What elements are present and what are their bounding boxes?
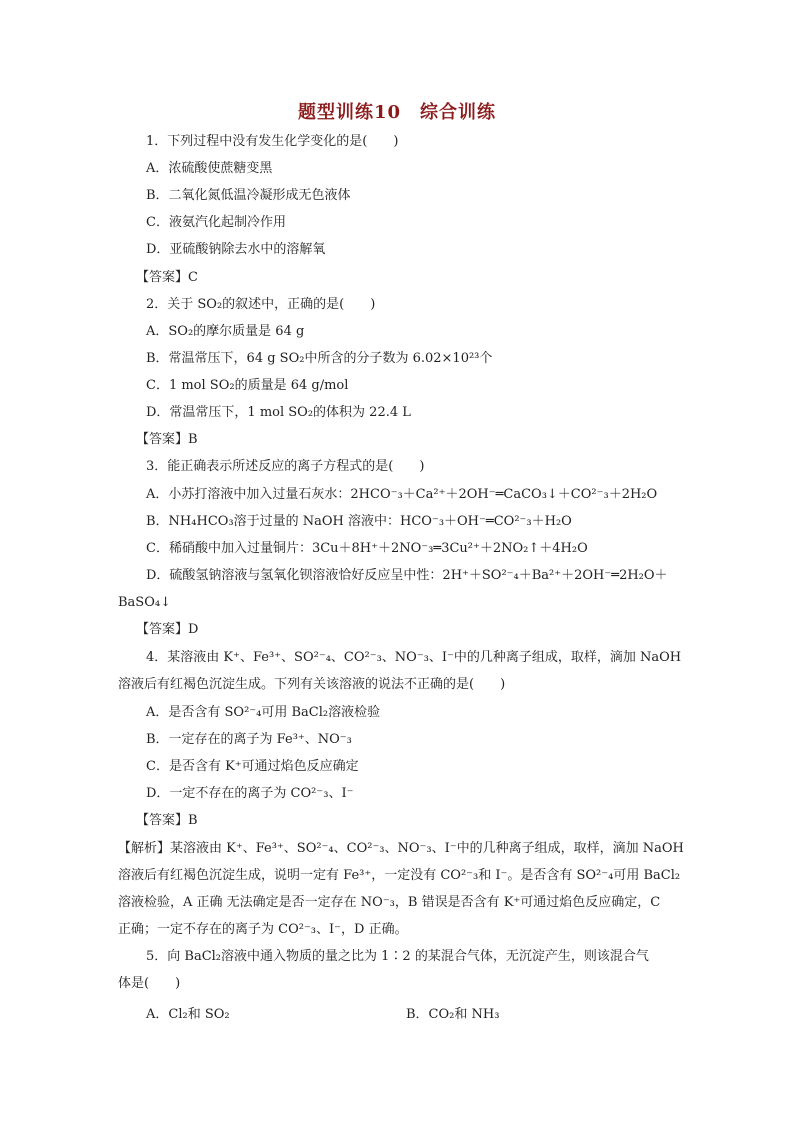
question-2-answer: 【答案】B [136, 432, 198, 447]
question-4-option-b: B．一定存在的离子为 Fe³⁺、NO⁻₃ [146, 732, 352, 747]
question-1-option-d: D．亚硫酸钠除去水中的溶解氧 [146, 242, 326, 257]
question-2-option-a: A．SO₂的摩尔质量是 64 g [146, 324, 305, 339]
question-5-stem-continued: 体是( ) [118, 976, 181, 991]
question-5-option-b: B．CO₂和 NH₃ [406, 1007, 500, 1022]
question-1-option-c: C．液氨汽化起制冷作用 [146, 215, 286, 230]
question-4-option-a: A．是否含有 SO²⁻₄可用 BaCl₂溶液检验 [146, 705, 381, 720]
question-4-answer: 【答案】B [136, 813, 198, 828]
question-4-explanation-line-2: 溶液后有红褐色沉淀生成，说明一定有 Fe³⁺，一定没有 CO²⁻₃和 I⁻。是否含有 SO²⁻₄可用 BaCl₂ [118, 868, 681, 883]
question-4-stem: 4．某溶液由 K⁺、Fe³⁺、SO²⁻₄、CO²⁻₃、NO⁻₃、I⁻中的几种离子组成，取样，滴加 NaOH [146, 650, 682, 665]
question-1-stem: 1．下列过程中没有发生化学变化的是( ) [146, 134, 399, 149]
question-1-answer: 【答案】C [136, 270, 198, 285]
question-2-stem: 2．关于 SO₂的叙述中，正确的是( ) [146, 297, 376, 312]
question-4-explanation: 【解析】某溶液由 K⁺、Fe³⁺、SO²⁻₄、CO²⁻₃、NO⁻₃、I⁻中的几种离子组成，取样，滴加 NaOH [118, 841, 684, 856]
page-title: 题型训练10 综合训练 [297, 102, 497, 123]
question-3-stem: 3．能正确表示所述反应的离子方程式的是( ) [146, 459, 425, 474]
question-1-option-b: B．二氧化氮低温冷凝形成无色液体 [146, 188, 351, 203]
question-3-option-d-continued: BaSO₄↓ [118, 595, 171, 610]
question-3-option-b: B．NH₄HCO₃溶于过量的 NaOH 溶液中：HCO⁻₃＋OH⁻═CO²⁻₃＋H₂O [146, 514, 572, 529]
question-2-option-d: D．常温常压下，1 mol SO₂的体积为 22.4 L [146, 405, 411, 420]
question-4-option-c: C．是否含有 K⁺可通过焰色反应确定 [146, 759, 359, 774]
question-3-answer: 【答案】D [136, 622, 199, 637]
question-2-option-b: B．常温常压下，64 g SO₂中所含的分子数为 6.02×10²³个 [146, 351, 493, 366]
question-2-option-c: C．1 mol SO₂的质量是 64 g/mol [146, 378, 349, 393]
question-4-stem-continued: 溶液后有红褐色沉淀生成。下列有关该溶液的说法不正确的是( ) [118, 677, 506, 692]
question-4-explanation-line-4: 正确；一定不存在的离子为 CO²⁻₃、I⁻，D 正确。 [118, 922, 408, 937]
question-5-stem: 5．向 BaCl₂溶液中通入物质的量之比为 1∶2 的某混合气体，无沉淀产生，则该混合气 [146, 949, 649, 964]
question-3-option-c: C．稀硝酸中加入过量铜片：3Cu＋8H⁺＋2NO⁻₃═3Cu²⁺＋2NO₂↑＋4H₂O [146, 541, 588, 556]
question-4-option-d: D．一定不存在的离子为 CO²⁻₃、I⁻ [146, 786, 354, 801]
question-3-option-a: A．小苏打溶液中加入过量石灰水：2HCO⁻₃＋Ca²⁺＋2OH⁻═CaCO₃↓＋CO²⁻₃＋2H₂O [146, 487, 658, 502]
question-4-explanation-line-3: 溶液检验，A 正确 无法确定是否一定存在 NO⁻₃，B 错误是否含有 K⁺可通过焰色反应确定，C [118, 895, 661, 910]
question-5-option-a: A．Cl₂和 SO₂ [146, 1007, 230, 1022]
question-1-option-a: A．浓硫酸使蔗糖变黑 [146, 161, 273, 176]
question-3-option-d: D．硫酸氢钠溶液与氢氧化钡溶液恰好反应呈中性：2H⁺＋SO²⁻₄＋Ba²⁺＋2OH⁻═2H₂O＋ [146, 568, 668, 583]
